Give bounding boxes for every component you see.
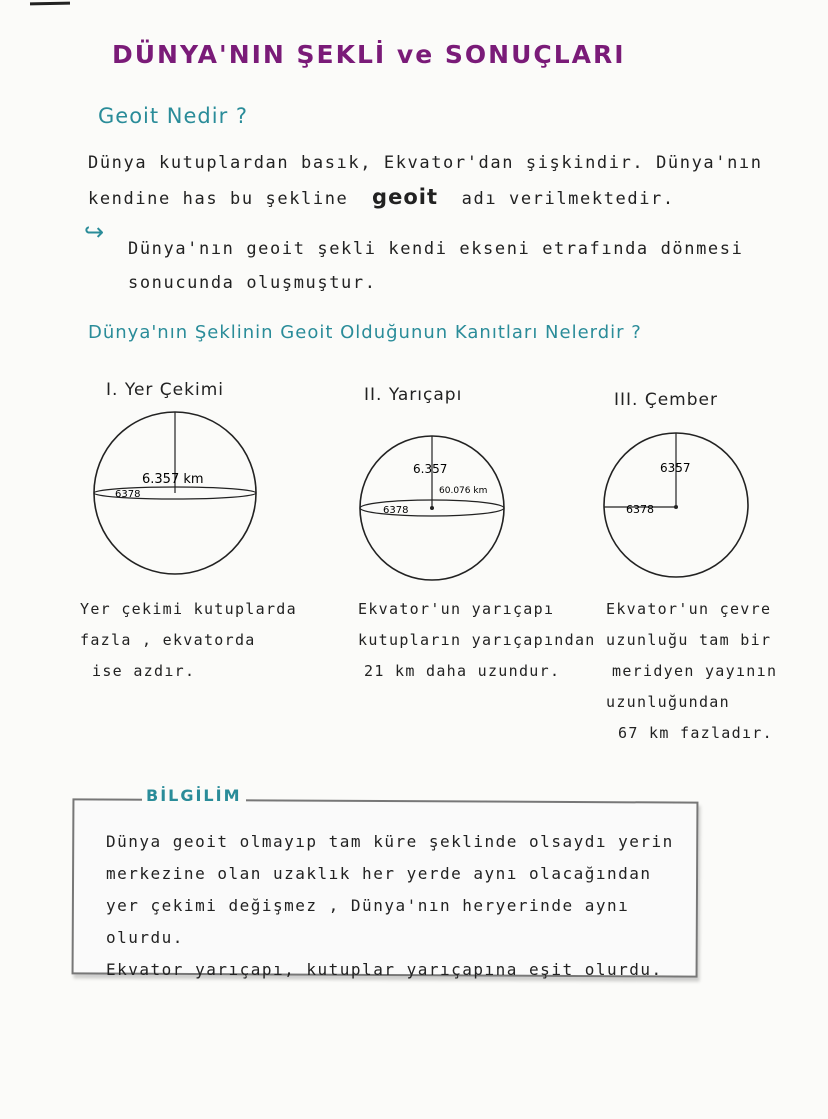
geoit-keyword: geoit [372, 185, 438, 209]
info-line: Ekvator yarıçapı, kutuplar yarıçapına eşit olurdu. [106, 960, 663, 979]
proof-3-diagram [598, 425, 768, 585]
center-point [674, 505, 678, 509]
caption-line: ise azdır. [92, 662, 196, 680]
definition-line-2-start: kendine has bu şekline [88, 189, 349, 209]
info-box-text [106, 826, 686, 986]
proof-2-diagram [355, 425, 525, 585]
caption-line: kutupların yarıçapından [358, 631, 596, 649]
proof-3-caption [606, 594, 816, 749]
caption-line: uzunluğundan [606, 693, 730, 711]
proof-2-label: II. Yarıçapı [364, 385, 463, 405]
info-line: Dünya geoit olmayıp tam küre şeklinde olsaydı yerin [106, 832, 674, 851]
equatorial-radius-value: 6378 [115, 489, 141, 500]
note-paragraph [128, 232, 808, 300]
info-line: merkezine olan uzaklık her yerde aynı olacağından [106, 864, 652, 883]
page-title: DÜNYA'NIN ŞEKLİ ve SONUÇLARI [112, 40, 626, 69]
proof-1-caption [80, 594, 320, 687]
definition-line-2-end: adı verilmektedir. [461, 189, 675, 209]
proof-2-caption [358, 594, 598, 687]
caption-line: Ekvator'un yarıçapı [358, 600, 555, 618]
proof-3-label: III. Çember [614, 390, 718, 410]
info-box-title: BİLGİLİM [142, 786, 246, 805]
info-line: yer çekimi değişmez , Dünya'nın heryerinde aynı olurdu. [106, 896, 630, 947]
caption-line: Yer çekimi kutuplarda [80, 600, 297, 618]
equatorial-radius-value: 6378 [383, 505, 409, 516]
note-line-2: sonucunda oluşmuştur. [128, 273, 377, 293]
caption-line: 67 km fazladır. [618, 724, 773, 742]
arrow-icon: ↪ [84, 218, 105, 246]
polar-radius-value: 6.357 km [142, 472, 204, 487]
section-heading-geoit: Geoit Nedir ? [98, 104, 249, 128]
equatorial-radius-value: 6378 [626, 503, 654, 516]
caption-line: meridyen yayının [612, 662, 778, 680]
polar-radius-value: 6.357 [413, 462, 448, 476]
note-line-1: Dünya'nın geoit şekli kendi ekseni etrafında dönmesi [128, 239, 744, 259]
caption-line: uzunluğu tam bir [606, 631, 772, 649]
proof-1-label: I. Yer Çekimi [106, 380, 224, 400]
polar-radius-value: 6357 [660, 461, 691, 475]
caption-line: fazla , ekvatorda [80, 631, 256, 649]
caption-line: 21 km daha uzundur. [364, 662, 561, 680]
caption-line: Ekvator'un çevre [606, 600, 772, 618]
proof-1-diagram [80, 410, 280, 590]
difference-value: 60.076 km [439, 486, 488, 496]
section-heading-proofs: Dünya'nın Şeklinin Geoit Olduğunun Kanıtları Nelerdir ? [88, 322, 642, 343]
definition-line-2 [88, 180, 808, 216]
page-edge-mark [30, 2, 70, 6]
definition-line-1: Dünya kutuplardan basık, Ekvator'dan şişkindir. Dünya'nın [88, 153, 763, 173]
definition-paragraph [88, 146, 808, 216]
center-point [430, 506, 434, 510]
